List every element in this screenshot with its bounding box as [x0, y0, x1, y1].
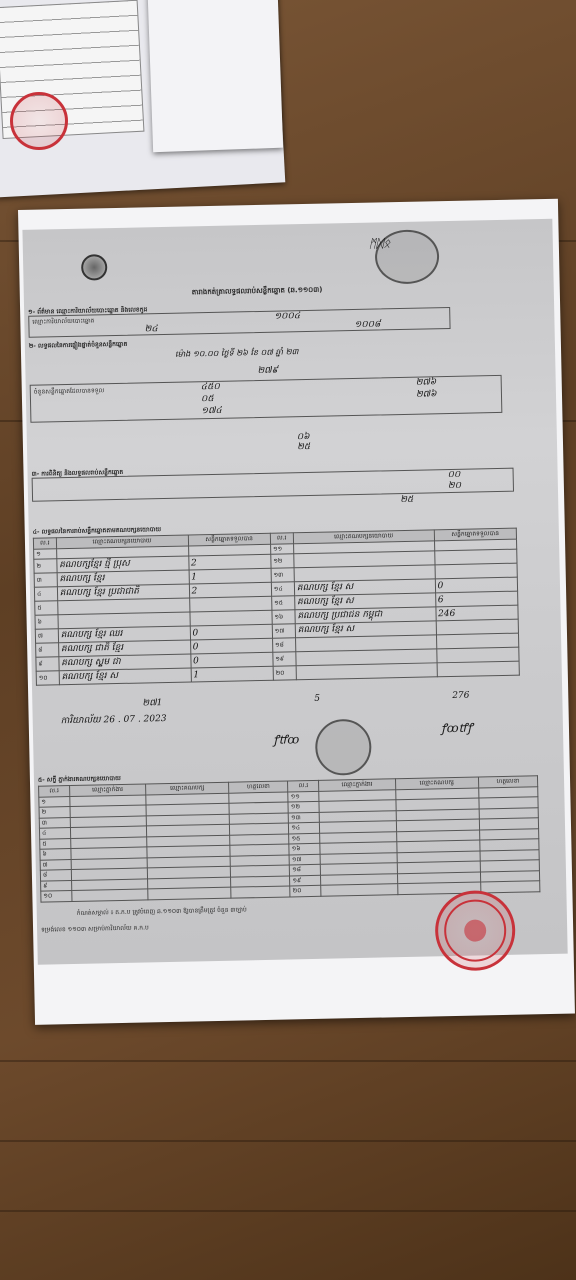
received-ballots-value: ៤៥០ [200, 381, 220, 393]
cell-no: ៩ [36, 657, 59, 671]
col-signature: ហត្ថលេខា [229, 781, 288, 793]
cell-party: គណបក្ស ខ្មែរ ប្រជាជាតិ [57, 584, 189, 601]
cell-votes: 0 [190, 652, 273, 668]
form-title: តារាងកត់ត្រាលទ្ធផលរាប់សន្លឹកឆ្នោត (ឆ.១១០៣) [191, 285, 323, 297]
handwritten-value: ២៧៩ [257, 365, 279, 377]
unused-ballots-value: ១៧៤ [201, 405, 222, 417]
official-seal [315, 719, 372, 776]
stamp-ring [444, 899, 507, 962]
cell [481, 881, 540, 893]
cell [231, 886, 290, 898]
cell-no: ៧ [35, 629, 58, 643]
col-no: ល.រ [33, 538, 56, 549]
col-signature: ហត្ថលេខា [478, 776, 537, 788]
cell-no: ១៩ [273, 652, 296, 666]
office-name-label: ឈ្មោះការិយាល័យបោះឆ្នោត [32, 317, 95, 326]
emblem-icon [81, 254, 108, 281]
cell-party: គណបក្ស ខ្មែរ ឈរ [58, 626, 190, 643]
cell-votes [437, 661, 520, 677]
cell: ៩ [41, 880, 72, 891]
cell: ៦ [40, 849, 71, 860]
cell-no: ១៧ [272, 624, 295, 638]
cell: ១៣ [288, 812, 319, 823]
spoiled-value: ០៥ [200, 393, 214, 405]
used-ballots-value: ២៧៦ [415, 377, 437, 388]
cell-party: គណបក្ស ប្រជាជន កម្ពុជា [295, 607, 436, 624]
seal-emblem-icon [464, 919, 486, 941]
cell-votes: 0 [190, 638, 273, 654]
cell-party: គណបក្ស ខ្មែរ [57, 570, 189, 587]
cell-no: ១៤ [271, 582, 294, 596]
check-row-1-value: ០០ [447, 469, 461, 481]
red-seal-stamp [434, 890, 516, 972]
valid-total: ២៧1 [142, 698, 163, 709]
cell [72, 889, 148, 901]
cell-votes: 246 [435, 605, 518, 621]
cell-no: ៣ [34, 573, 57, 587]
station-code: ១០០៨ [354, 319, 381, 330]
member-signature: ꝭꝏꝷꝭ [440, 720, 473, 736]
cell: ១២ [288, 801, 319, 812]
cell-party: គណបក្ស ខ្មែរ ស [294, 579, 435, 596]
cell-no: ៤ [34, 587, 57, 601]
col-party: ឈ្មោះគណបក្សនយោបាយ [293, 530, 434, 543]
agents-table [38, 775, 540, 902]
total-used-value: ២៧៦ [415, 389, 437, 400]
final-value: ២៥ [400, 494, 414, 506]
col-votes: សន្លឹកឆ្នោតទទួលបាន [434, 528, 517, 540]
form-body [22, 219, 567, 965]
col-no: ល.រ [270, 533, 293, 544]
cell-no: ១ [34, 548, 57, 559]
cell-no: ១៣ [271, 568, 294, 582]
chief-signature: ꝭꝷꝏ [273, 732, 300, 747]
section-3-heading: ៣- ការពិនិត្យ និងលទ្ធផលរាប់សន្លឹកឆ្នោត [31, 468, 124, 478]
col-votes: សន្លឹកឆ្នោតទទួលបាន [188, 533, 271, 545]
wood-grain [0, 1140, 576, 1142]
cell-votes: 1 [189, 568, 272, 584]
station-number: ២៤ [144, 324, 158, 335]
small-value-2: ២៥ [296, 441, 311, 453]
col-agent: ឈ្មោះភ្នាក់ងារ [319, 779, 395, 791]
cell-no: ៥ [35, 601, 58, 615]
cell-no: ១២ [271, 554, 294, 568]
cell: ៧ [40, 859, 71, 870]
cell-party: គណបក្ស ស្ង្គម ជា [59, 654, 191, 671]
col-agent: ឈ្មោះភ្នាក់ងារ [69, 784, 145, 796]
cell-no: ១៦ [272, 610, 295, 624]
received-ballots-label: ចំនួនសន្លឹកឆ្នោតដែលបានទទួល [33, 387, 105, 396]
col-party: ឈ្មោះគណបក្សនយោបាយ [56, 535, 188, 548]
section-2-heading: ២- លទ្ធផលនៃការផ្ទៀងផ្ទាត់ចំនួនសន្លឹកឆ្នោត [28, 340, 128, 350]
cell-votes: 0 [190, 624, 273, 640]
cell-party: គណបក្ស ខ្មែរ ស [295, 621, 436, 638]
red-seal-stamp [10, 92, 68, 150]
footer-form-id: ទម្រង់លេខ ១១០៣ សម្រាប់ការិយាល័យ គ.ក.ប [41, 924, 149, 934]
cell [321, 884, 397, 896]
time-date-line: ម៉ោង ១០.០០ ថ្ងៃទី ២៦ ខែ ០៧ ឆ្នាំ ២៣ [174, 347, 299, 359]
cell-no: ៨ [36, 643, 59, 657]
section-5-heading: ៥- សក្ខី ភ្នាក់ងារគណបក្សនយោបាយ [37, 774, 121, 784]
cell: ១៩ [290, 875, 321, 886]
cell [148, 887, 232, 899]
cell: ១៤ [289, 822, 320, 833]
cell-votes: 6 [435, 591, 518, 607]
cell-no: ២ [34, 559, 57, 573]
cell-party: គណបក្ស ជាតិ ខ្មែរ [58, 640, 190, 657]
col-party: ឈ្មោះគណបក្ស [145, 782, 229, 794]
footer-note: កំណត់សម្គាល់ ៖ គ.ក.ប ត្រូវបំពេញ ឆ.១១០៣ ឱ្យបានត្រឹមត្រូវ ចំនួន ៣ច្បាប់ [76, 906, 247, 917]
cell-votes: 1 [191, 666, 274, 682]
cell-no: ១១ [270, 543, 293, 554]
col-no: ល.រ [39, 786, 70, 797]
col-no: ល.រ [288, 780, 319, 791]
office-number: ១០០៤ [274, 311, 301, 322]
cell-no: ៦ [35, 615, 58, 629]
cell-no: ១៥ [272, 596, 295, 610]
invalid-total: 5 [314, 693, 321, 704]
cell-no: ១០ [36, 671, 59, 685]
cell: ១១ [288, 791, 319, 802]
cell: ៥ [40, 838, 71, 849]
wood-grain [0, 1210, 576, 1212]
cell-party: គណបក្ស ខ្មែរ ស [294, 593, 435, 610]
cell: ២០ [290, 885, 321, 896]
cell: ១៧ [289, 854, 320, 865]
cell-no: ១៨ [272, 638, 295, 652]
section-4-heading: ៤- លទ្ធផលនៃការរាប់សន្លឹកឆ្នោតតាមគណបក្សនយោបាយ [32, 526, 162, 536]
cell-party: គណបក្ស ខ្មែរ ស [59, 668, 191, 685]
col-party: ឈ្មោះគណបក្ស [395, 777, 479, 789]
cell: ៨ [40, 870, 71, 881]
cell-votes: 2 [188, 554, 271, 570]
cell-party [296, 663, 437, 680]
cell: ១៥ [289, 833, 320, 844]
cell-no: ២០ [273, 666, 296, 680]
cell: ២ [39, 807, 70, 818]
cell-votes: 0 [435, 577, 518, 593]
section-1-heading: ១- ព័ត៌មាន ឈ្មោះការិយាល័យបោះឆ្នោត និងលេខកូដ [28, 306, 148, 316]
handwritten-signature: ᛗᛞᛟ [368, 236, 391, 251]
cell: ៤ [39, 828, 70, 839]
cell: ១៨ [290, 864, 321, 875]
small-value-1: ០៦ [296, 431, 310, 443]
background-paper [147, 0, 283, 152]
ballot-count-form [18, 199, 575, 1025]
wood-grain [0, 1060, 576, 1062]
cell: ១ [39, 796, 70, 807]
cell-votes: 2 [189, 582, 272, 598]
cell: ១០ [41, 891, 72, 902]
cell-party: គណបក្សខ្មែរ ថ្មី ប្រុស [57, 556, 189, 573]
cell: ១៦ [289, 843, 320, 854]
cell: ៣ [39, 817, 70, 828]
all-total: 276 [452, 690, 470, 702]
results-table [33, 528, 520, 686]
signed-date: ការិយាល័យ 26 . 07 . 2023 [60, 714, 167, 727]
check-row-2-value: ២០ [447, 480, 462, 492]
